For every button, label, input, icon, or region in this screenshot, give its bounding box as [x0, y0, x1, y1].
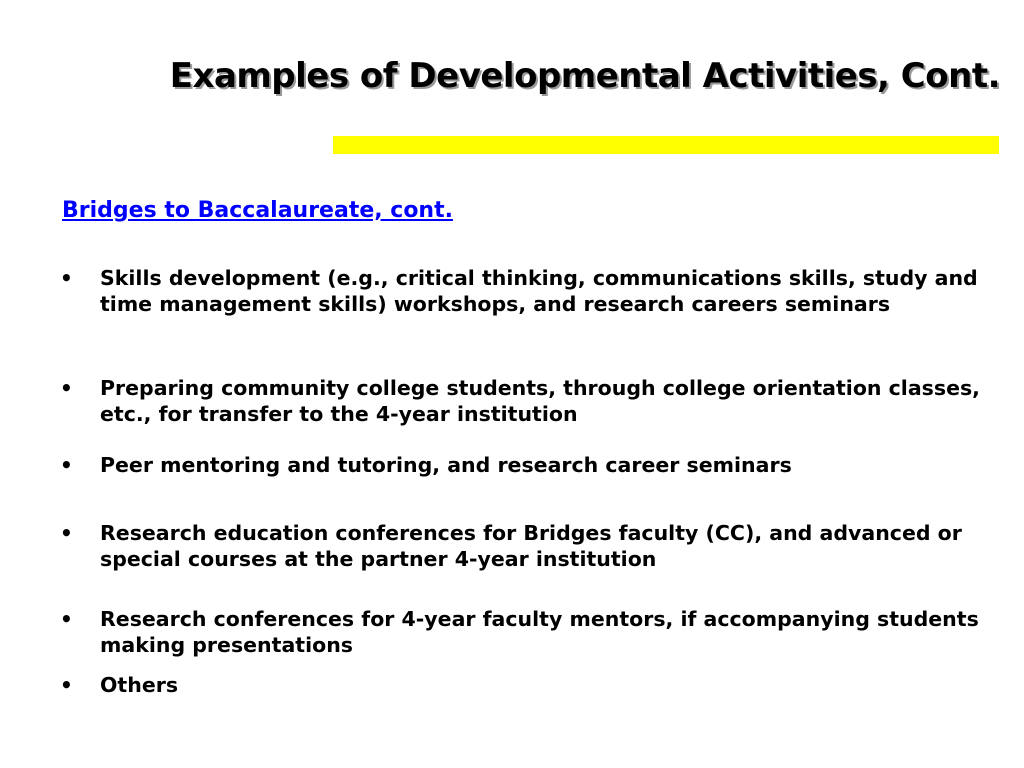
bullet-marker: •: [60, 266, 73, 290]
bullet-item: [56, 672, 996, 698]
bullet-marker: •: [60, 607, 73, 631]
bullet-text: Research education conferences for Bridges faculty (CC), and advanced or special courses at the partner 4-year institution: [100, 521, 962, 571]
bullet-marker: •: [60, 376, 73, 400]
bullet-item: [56, 606, 996, 658]
slide-title: Examples of Developmental Activities, Cont.: [169, 56, 1000, 96]
bullet-text: Others: [100, 673, 179, 697]
bullet-marker: •: [60, 453, 73, 477]
bullet-text: Research conferences for 4-year faculty mentors, if accompanying students making presentations: [100, 607, 979, 657]
title-accent-bar: [333, 136, 999, 154]
bullet-item: [56, 520, 996, 572]
bullet-item: [56, 265, 996, 317]
bullet-text: Peer mentoring and tutoring, and research career seminars: [100, 453, 792, 477]
bullet-marker: •: [60, 521, 73, 545]
bullet-text: Preparing community college students, through college orientation classes, etc., for transfer to the 4-year institution: [100, 376, 980, 426]
bullet-item: [56, 375, 996, 427]
section-subheading: Bridges to Baccalaureate, cont.: [62, 198, 453, 223]
bullet-text: Skills development (e.g., critical thinking, communications skills, study and time management skills) workshops, and research careers seminars: [100, 266, 978, 316]
bullet-marker: •: [60, 673, 73, 697]
bullet-item: [56, 452, 996, 478]
